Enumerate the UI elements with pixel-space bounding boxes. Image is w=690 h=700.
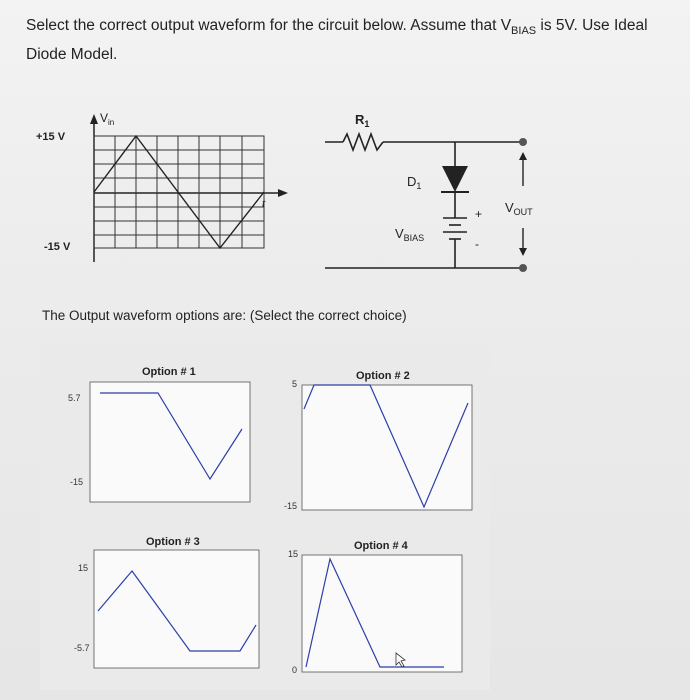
options-panel [40,345,490,690]
vin-label: $V_{in}$ [100,111,115,127]
time-label: t [262,198,266,210]
option-4-title: Option # 4 [354,540,408,552]
output-terminal-top [519,138,527,146]
output-terminal-bottom [519,264,527,272]
option-2[interactable] [284,370,472,511]
diode-symbol [442,166,468,192]
option-4-ybottom: 0 [292,665,298,675]
option-3[interactable] [74,536,259,668]
option-2-ybottom: -15 [284,501,298,511]
option-3-title: Option # 3 [146,536,200,548]
option-2-ytop: 5 [292,379,298,389]
bias-minus: - [475,237,479,251]
resistor-symbol [343,134,383,150]
bottom-value-label: -15 V [44,241,71,253]
question-text: Select the correct output waveform for the circuit below. Assume that $V_{BIAS}$ is 5V. Use Ideal Diode Model. [26,17,648,64]
input-triangle-wave [94,136,264,248]
options-prompt: The Output waveform options are: (Select the correct choice) [42,308,407,323]
option-2-title: Option # 2 [356,370,410,382]
option-4-ytop: 15 [288,549,299,559]
option-3-ytop: 15 [78,563,89,573]
option-1-title: Option # 1 [142,366,196,378]
vbias-label: $V_{BIAS}$ [395,226,425,243]
diode-label: $D_1$ [407,174,422,191]
bias-plus: + [475,207,483,221]
bias-battery-symbol [443,218,467,268]
option-1-ybottom: -15 [70,477,84,487]
vout-label: $V_{OUT}$ [505,200,533,217]
input-waveform-graph [30,110,300,270]
top-value-label: +15 V [36,131,66,143]
option-1-ytop: 5.7 [68,393,81,403]
option-3-ybottom: -5.7 [74,643,90,653]
option-4[interactable] [288,540,462,675]
resistor-label: $R_1$ [355,112,370,129]
circuit-diagram [315,100,555,290]
option-1[interactable] [68,366,250,502]
